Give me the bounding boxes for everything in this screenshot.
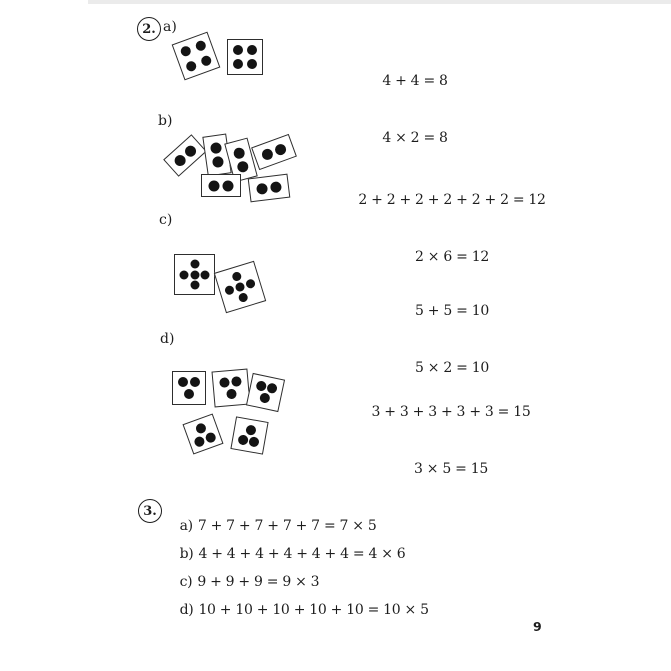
dot	[245, 424, 257, 436]
part-label-a: a)	[163, 19, 177, 35]
dot	[226, 389, 237, 400]
dot	[260, 147, 274, 161]
dot	[201, 270, 210, 279]
dot-card	[182, 413, 223, 454]
problem3-label-b: b)	[179, 546, 194, 562]
dot	[200, 54, 213, 67]
dot	[224, 285, 235, 296]
part-label-d: d)	[160, 331, 175, 347]
dot	[274, 142, 288, 156]
dot	[231, 376, 242, 387]
dot	[255, 380, 267, 392]
part-label-c: c)	[159, 212, 173, 228]
dot	[233, 45, 243, 55]
problem3-equation-c: 9 + 9 + 9 = 9 × 3	[197, 574, 320, 590]
equation-line: 5 + 5 = 10	[415, 303, 489, 319]
dot	[178, 377, 188, 387]
page-number: 9	[533, 619, 542, 634]
dot	[204, 431, 217, 444]
dot	[248, 437, 260, 449]
problem3-number: 3.	[143, 503, 157, 519]
dot-card	[246, 373, 285, 412]
dot	[179, 270, 188, 279]
dot	[232, 146, 245, 159]
dot-card	[211, 368, 250, 407]
dot	[267, 382, 279, 394]
problem3-label-a: a)	[179, 518, 193, 534]
dot	[258, 392, 270, 404]
dot	[190, 281, 199, 290]
problem3-line-d	[163, 585, 429, 636]
dot	[219, 377, 230, 388]
part-label-b: b)	[158, 113, 173, 129]
dot-card	[201, 174, 241, 197]
dot-card	[163, 134, 207, 177]
dot	[245, 278, 256, 289]
dot	[210, 142, 222, 154]
dot-card	[248, 174, 291, 203]
dot-card	[214, 261, 266, 313]
problem3-equation-a: 7 + 7 + 7 + 7 + 7 = 7 × 5	[197, 518, 377, 534]
problem3-equation-b: 4 + 4 + 4 + 4 + 4 + 4 = 4 × 6	[198, 546, 406, 562]
dot	[194, 39, 207, 52]
equation-line: 5 × 2 = 10	[415, 360, 489, 376]
equation-line: 2 × 6 = 12	[415, 249, 489, 265]
problem3-label-d: d)	[179, 602, 194, 618]
dot	[223, 180, 234, 191]
dot	[234, 281, 245, 292]
problem2-number: 2.	[142, 21, 156, 37]
dot-card	[230, 416, 268, 454]
dot	[190, 259, 199, 268]
dot	[190, 377, 200, 387]
dot	[212, 156, 224, 168]
equations-part-d	[291, 365, 611, 517]
dot	[236, 160, 249, 173]
dot-card	[174, 254, 215, 295]
equation-line: 4 × 2 = 8	[382, 130, 448, 146]
problem3-equation-d: 10 + 10 + 10 + 10 + 10 = 10 × 5	[198, 602, 429, 618]
dot	[247, 45, 257, 55]
dot-card	[172, 32, 221, 81]
equation-line: 4 + 4 = 8	[382, 73, 448, 89]
dot	[208, 180, 219, 191]
dot	[231, 271, 242, 282]
dot-card	[172, 371, 206, 405]
equation-line: 3 + 3 + 3 + 3 + 3 = 15	[371, 404, 531, 420]
scan-artifact-strip	[88, 0, 671, 4]
dot	[233, 59, 243, 69]
dot	[190, 270, 199, 279]
dot	[184, 389, 194, 399]
problem3-label-c: c)	[179, 574, 193, 590]
problem3-number-badge	[138, 499, 162, 523]
dot	[179, 45, 192, 58]
equation-line: 2 + 2 + 2 + 2 + 2 + 2 = 12	[358, 192, 546, 208]
dot	[247, 59, 257, 69]
dot-card	[227, 39, 263, 75]
equation-line: 3 × 5 = 15	[414, 461, 488, 477]
dot	[237, 434, 249, 446]
problem2-number-badge	[137, 17, 161, 41]
dot	[270, 181, 282, 193]
dot	[256, 183, 268, 195]
dot	[238, 292, 249, 303]
dot	[185, 60, 198, 73]
